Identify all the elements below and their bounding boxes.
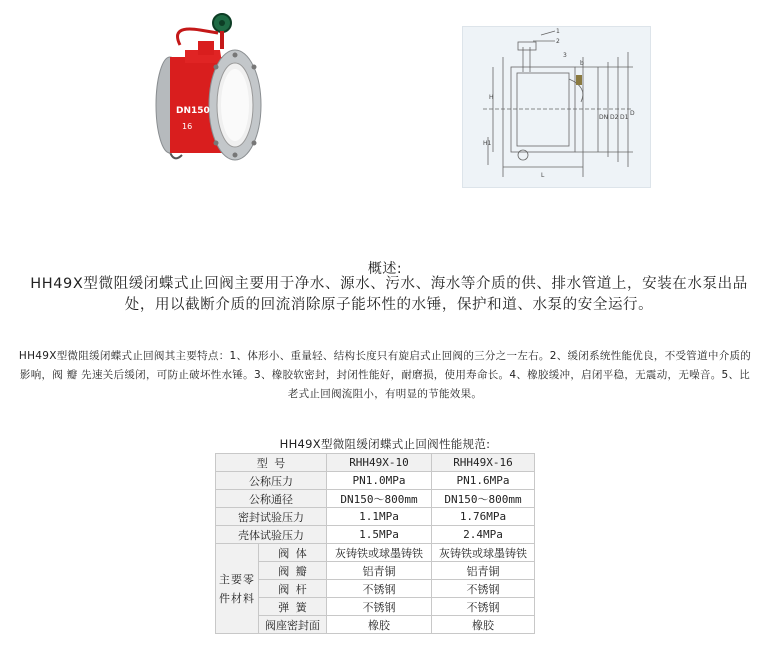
material-value: 铝青铜: [327, 562, 432, 580]
table-row: [216, 508, 535, 526]
dim-l: L: [541, 172, 545, 179]
table-row: [216, 616, 535, 634]
features-paragraph: HH49X型微阻缓闭蝶式止回阀其主要特点：1、体形小、重量轻、结构长度只有旋启式止回阀的三分之一左右。2、缓闭系统性能优良，不受管道中介质的影响，阀 瓣 先速关后缓闭，可防止破坏性水锤。3、橡胶软密封，封闭性能好，耐磨损，使用寿命长。4、橡胶缓冲，启闭平稳，无震动，无噪音。5、比老式止回阀流阻小，有明显的节能效果。: [18, 350, 752, 400]
material-value: 灰铸铁或球墨铸铁: [432, 544, 535, 562]
photo-number-marking: 16: [182, 122, 193, 131]
row-value: DN150～800mm: [327, 490, 432, 508]
material-value: 不锈钢: [432, 580, 535, 598]
dim-h1: H1: [483, 140, 492, 147]
table-row: [216, 544, 535, 562]
table-row: [216, 490, 535, 508]
material-label: 弹 簧: [259, 598, 327, 616]
dim-d2: D2: [610, 114, 619, 121]
photo-size-marking: DN150: [176, 106, 210, 116]
technical-drawing-icon: [462, 26, 651, 188]
overview-body: HH49X型微阻缓闭蝶式止回阀主要用于净水、源水、污水、海水等介质的供、排水管道上，安装在水泵出品处，用以截断介质的回流消除原子能坏性的水锤，保护和道、水泵的安全运行。: [30, 276, 748, 313]
row-label: 公称通径: [216, 490, 327, 508]
dim-d: D: [630, 110, 635, 117]
row-label: 公称压力: [216, 472, 327, 490]
row-value: 2.4MPa: [432, 526, 535, 544]
material-label: 阀 瓣: [259, 562, 327, 580]
material-label: 阀座密封面: [259, 616, 327, 634]
table-row: [216, 562, 535, 580]
row-value: PN1.0MPa: [327, 472, 432, 490]
callout-2: 2: [556, 38, 560, 45]
header-col1: RHH49X-10: [327, 454, 432, 472]
dim-h: H: [489, 94, 494, 101]
material-value: 不锈钢: [327, 598, 432, 616]
valve-photo-icon: [140, 5, 270, 175]
callout-3: 3: [563, 52, 567, 59]
material-label: 阀 杆: [259, 580, 327, 598]
dim-b: b: [580, 60, 584, 67]
table-title: HH49X型微阻缓闭蝶式止回阀性能规范:: [279, 437, 491, 451]
material-value: 灰铸铁或球墨铸铁: [327, 544, 432, 562]
header-col2: RHH49X-16: [432, 454, 535, 472]
material-value: 铝青铜: [432, 562, 535, 580]
row-value: DN150～800mm: [432, 490, 535, 508]
dim-d1: D1: [620, 114, 629, 121]
material-value: 橡胶: [327, 616, 432, 634]
callout-1: 1: [556, 28, 560, 35]
overview-title: 概述:: [367, 261, 403, 277]
material-value: 不锈钢: [432, 598, 535, 616]
row-value: 1.1MPa: [327, 508, 432, 526]
spec-table: [215, 453, 535, 634]
row-label: 密封试验压力: [216, 508, 327, 526]
table-row: [216, 580, 535, 598]
table-row: [216, 472, 535, 490]
header-label: 型 号: [216, 454, 327, 472]
materials-group-label: 主要零件材料: [216, 544, 259, 634]
table-row: [216, 598, 535, 616]
row-value: PN1.6MPa: [432, 472, 535, 490]
table-header-row: [216, 454, 535, 472]
material-value: 橡胶: [432, 616, 535, 634]
dim-dn: DN: [599, 114, 609, 121]
material-label: 阀 体: [259, 544, 327, 562]
row-label: 壳体试验压力: [216, 526, 327, 544]
row-value: 1.5MPa: [327, 526, 432, 544]
row-value: 1.76MPa: [432, 508, 535, 526]
material-value: 不锈钢: [327, 580, 432, 598]
table-row: [216, 526, 535, 544]
